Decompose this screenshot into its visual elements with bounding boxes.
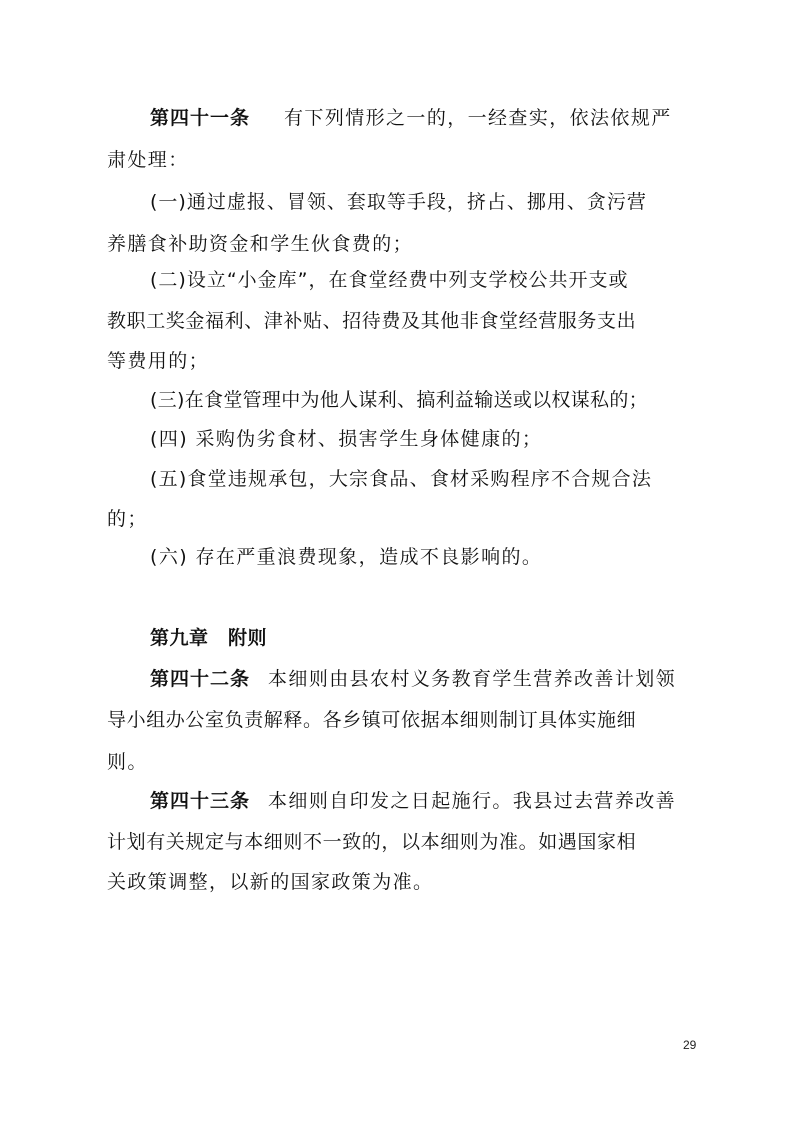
article-41-item-5-line-2: 的； [107, 508, 148, 530]
article-41-item-1-line-1: (一)通过虚报、冒领、套取等手段，挤占、挪用、贪污营 [150, 191, 647, 213]
article-42-text-1: 本细则由县农村义务教育学生营养改善计划领 [268, 668, 677, 690]
article-41-title: 第四十一条 [150, 107, 251, 129]
article-43-title: 第四十三条 [150, 790, 251, 812]
article-41-line-2: 肃处理： [107, 149, 189, 171]
article-41-text-1: 有下列情形之一的，一经查实，依法依规严 [284, 107, 672, 129]
article-42-title: 第四十二条 [150, 668, 251, 690]
article-42-line-3: 则。 [107, 751, 148, 773]
article-43-text-1: 本细则自印发之日起施行。我县过去营养改善 [268, 790, 677, 812]
article-42-line-2: 导小组办公室负责解释。各乡镇可依据本细则制订具体实施细 [107, 709, 637, 731]
article-41-item-6-line-1: (六) 存在严重浪费现象，造成不良影响的。 [150, 546, 543, 568]
chapter-9-title: 第九章 附则 [150, 627, 268, 649]
article-41-item-1-line-2: 养膳食补助资金和学生伙食费的； [107, 233, 414, 255]
article-43-line-2: 计划有关规定与本细则不一致的，以本细则为准。如遇国家相 [107, 831, 637, 853]
article-41-item-5-line-1: (五)食堂违规承包，大宗食品、食材采购程序不合规合法 [150, 468, 653, 490]
article-41-item-3-line-1: (三)在食堂管理中为他人谋利、搞利益输送或以权谋私的； [150, 389, 648, 411]
article-42-line-1 [150, 667, 676, 691]
article-41-line-1 [150, 106, 672, 130]
article-41-item-2-line-3: 等费用的； [107, 350, 210, 372]
article-41-item-4-line-1: (四) 采购伪劣食材、损害学生身体健康的； [150, 428, 543, 450]
article-43-line-3: 关政策调整，以新的国家政策为准。 [107, 871, 434, 893]
article-41-item-2-line-2: 教职工奖金福利、津补贴、招待费及其他非食堂经营服务支出 [107, 310, 637, 332]
article-43-line-1 [150, 789, 676, 813]
page-number: 29 [683, 1038, 697, 1052]
article-41-item-2-line-1: (二)设立“小金库”，在食堂经费中列支学校公共开支或 [150, 269, 629, 291]
